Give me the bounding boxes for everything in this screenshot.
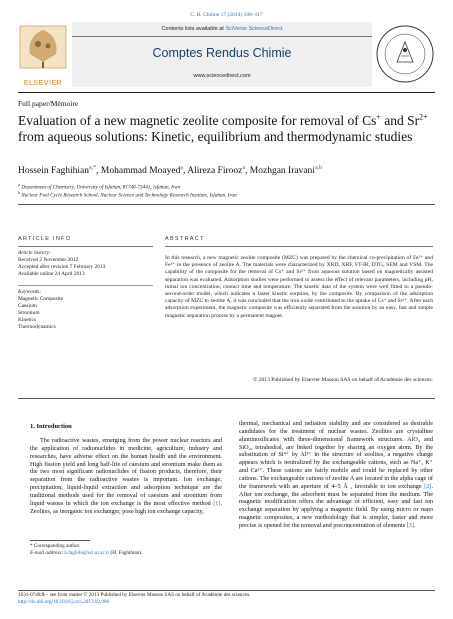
info-col-rule <box>18 246 153 247</box>
academie-seal <box>375 24 435 84</box>
article-info-heading: ARTICLE INFO <box>18 236 72 242</box>
affiliation-mark: b <box>18 190 20 195</box>
abstract-copyright: © 2013 Published by Elsevier Masson SAS on behalf of Académie des sciences. <box>253 377 433 383</box>
keyword: Caesium <box>18 303 37 309</box>
author-name[interactable]: Hossein Faghihian <box>18 166 89 177</box>
doi-line <box>18 599 109 606</box>
abstract-text: In this research, a new magnetic zeolite composite (MZC) was prepared by the chemical co-precipitation of Fe²⁺ and Fe³⁺ in the presence of zeolite A. The materials were characterized by XRD, XRF, FT-IR, DTG, SEM and VSM. The capability of the composite for the removal of Cs⁺ and Sr²⁺ from aqueous solution based on magnetically assisted separation was evaluated. Adsorption studies were performed to assess the effect of relevant parameters, including pH, initial ion concentration, contact time and temperature. The kinetic data of the system were well fitted to a pseudo-second-order model, which indicates a faster kinetic sorption, by the composite. By comparison of the adsorption capacity of MZC to zeolite A, it was concluded that the iron oxide contributed to the uptake of Cs⁺ and Sr²⁺. After each adsorption experiment, the magnetic composite was efficiently separated from the solution by an easy, fast and simple magnetic separation process by a permanent magnet. <box>165 255 433 319</box>
header-rule <box>18 92 435 93</box>
title-part3: from aqueous solutions: Kinetic, equilibrium and thermodynamic studies <box>18 129 413 144</box>
intro-paragraph: The radioactive wastes, emerging from the power nuclear reactors and the application of radionuclides in medicine, agriculture, industry and researches, have adverse effect on the human health and the environment. High fission yield and long half-life of caesium and strontium make them as the two most significant radionuclides of fission products, therefore, their separation from the radioactive wastes is important. Ion exchange; precipitation, liquid-liquid extraction and adsorption technique are the traditional methods used for the removal of caesium and strontium from liquid wastes in which the ion exchange is the most effective method <box>30 437 222 507</box>
journal-citation: C. R. Chimie 17 (2014) 108–117 <box>190 12 263 18</box>
intro-right-column <box>239 420 433 530</box>
affiliation <box>18 190 237 199</box>
keyword: Kinetics <box>18 317 36 323</box>
info-rule <box>18 204 435 205</box>
keyword: Magnetic Composite <box>18 296 64 302</box>
header-divider-top <box>72 36 372 37</box>
intro-left-column <box>30 437 222 515</box>
author-marks[interactable]: a <box>180 165 183 171</box>
abstract-col-rule <box>165 246 433 247</box>
affiliation-mark: a <box>18 182 20 187</box>
article-history <box>18 250 105 278</box>
keyword: Thermodynamics <box>18 324 56 330</box>
footnote-rule <box>30 540 90 541</box>
corresponding-author: * Corresponding author. <box>30 543 81 549</box>
contents-prefix: Contents lists available at <box>161 26 226 32</box>
journal-name: Comptes Rendus Chimie <box>152 46 292 60</box>
title-part2: and Sr <box>380 113 420 128</box>
sciencedirect-link[interactable]: SciVerse ScienceDirect <box>225 26 283 32</box>
author-list <box>18 165 322 176</box>
email-footnote <box>30 550 142 557</box>
affiliation-text: Nuclear Fuel Cycle Research School, Nuclear Science and Technology Research Institute, Isfahan, Iran <box>21 192 237 199</box>
intro-right-text: . After ion exchange, the adsorbent must be separated from the medium. The magnetic modification offers the advantage of efficient, easy and fast ion exchange separation by applying a magnetic field. By using micro or nano magnetic composites, a new methodology that is simpler, faster and more precise is opened for the removal and preconcentration of elements <box>239 482 433 529</box>
keywords-label: Keywords: <box>18 289 42 295</box>
author-marks[interactable]: a <box>242 165 246 171</box>
journal-website[interactable]: www.sciencedirect.com <box>193 73 251 79</box>
intro-right-text: thermal, mechanical and radiation stability and are considered as desirable candidates for the treatment of nuclear wastes. Zeolites are crystalline aluminosilicates with three-dimensional framework structures. AlO₄ and SiO₄, tetrahedral, are linked together by sharing an oxygen atom. By the substitution of Si⁴⁺ by Al³⁺ in the structure of zeolites, a negative charge appears which is neutralized by the exchangeable cations, such as Na⁺, K⁺ and Ca²⁺. These cations are fairly mobile and could be replaced by other cations. The exchangeable cations of zeolite A are located in the alpha cage of the framework with an aperture of 4–5 Å , favorable to ion exchange <box>239 420 433 490</box>
intro-heading: 1. Introduction <box>30 423 72 430</box>
intro-right-text: . <box>413 521 416 529</box>
reference-link[interactable]: [1] <box>213 499 221 507</box>
history-accepted: Accepted after revision 7 February 2013 <box>18 264 106 270</box>
reference-link[interactable]: [3] <box>406 521 414 529</box>
title-sup1: + <box>376 112 381 122</box>
history-label: Article history: <box>18 250 51 256</box>
author-separator: , <box>96 166 101 177</box>
author-separator: , <box>245 166 250 177</box>
title-part1: Evaluation of a new magnetic zeolite composite for removal of Cs <box>18 113 377 128</box>
publisher-logo-text: ELSEVIER <box>23 80 63 87</box>
abstract-heading: ABSTRACT <box>165 236 205 242</box>
article-title <box>18 113 438 145</box>
history-online: Available online 24 April 2013 <box>18 271 85 277</box>
contents-line <box>72 26 372 32</box>
email-label: E-mail address: <box>30 550 65 556</box>
author-marks[interactable]: a,* <box>88 165 97 171</box>
history-received: Received 2 November 2012 <box>18 257 79 263</box>
title-sup2: 2+ <box>419 112 428 122</box>
keyword: Strontium <box>18 310 40 316</box>
intro-paragraph-end: . Zeolites, as inorganic ion exchanger, pose high ion exchange capacity, <box>30 499 222 515</box>
author-separator: , <box>183 166 188 177</box>
author-name[interactable]: Mohammad Moayed <box>100 166 181 177</box>
affiliation-text: Department of Chemistry, University of Isfahan, 81746-73441, Isfahan, Iran <box>21 184 181 191</box>
journal-header <box>72 22 372 87</box>
keywords <box>18 289 63 331</box>
doi-link[interactable]: http://dx.doi.org/10.1016/j.crci.2013.02.006 <box>18 599 110 605</box>
issn-line: 1631-0748/$ – see front matter © 2013 Published by Elsevier Masson SAS on behalf of Académie des sciences. <box>18 592 251 598</box>
article-type: Full paper/Mémoire <box>18 99 79 108</box>
email-name: (H. Faghihian). <box>109 550 143 556</box>
footer-rule <box>18 590 435 591</box>
elsevier-logo <box>18 24 68 82</box>
reference-link[interactable]: [2] <box>424 482 432 490</box>
email-link[interactable]: h.faghihi@sci.ui.ac.ir <box>64 550 110 556</box>
author-name[interactable]: Alireza Firooz <box>187 166 243 177</box>
keywords-rule <box>18 285 153 286</box>
author-name[interactable]: Mozhgan Iravani <box>249 166 315 177</box>
abstract-end-rule <box>18 398 435 399</box>
author-marks[interactable]: a,b <box>314 165 323 171</box>
